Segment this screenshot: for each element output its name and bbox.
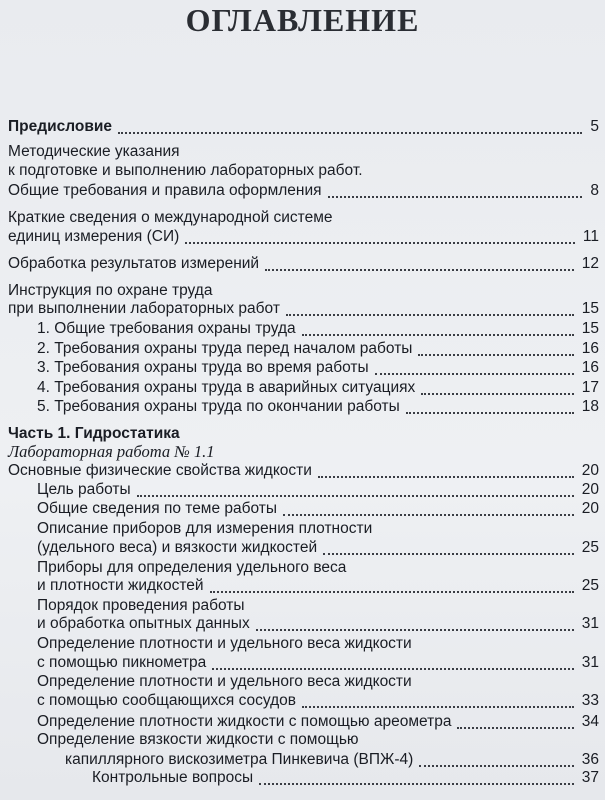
toc-entry-text: Общие сведения по теме работы: [37, 500, 278, 517]
toc-entry-text: капиллярного вискозиметра Пинкевича (ВПЖ-4): [65, 751, 414, 768]
dot-leader: [118, 131, 582, 134]
dot-leader: [328, 195, 583, 198]
toc-page-number: 11: [582, 228, 599, 245]
toc-entry: [0, 116, 605, 138]
toc-entry: [0, 226, 605, 248]
toc-entry-text: с помощью пикнометра: [37, 654, 207, 671]
dot-leader: [185, 241, 575, 244]
dot-leader: [259, 782, 574, 785]
toc-entry-text: с помощью сообщающихся сосудов: [37, 692, 297, 709]
toc-entry-text: 1. Общие требования охраны труда: [37, 320, 296, 337]
toc-entry: [0, 318, 605, 340]
toc-entry-text: 5. Требования охраны труда по окончании работы: [37, 398, 400, 415]
dot-leader: [418, 353, 573, 356]
toc-entry-text: и плотности жидкостей: [37, 577, 204, 594]
toc-page-number: 18: [581, 398, 599, 415]
dot-leader: [323, 552, 574, 555]
dot-leader: [265, 268, 574, 271]
toc-entry: [0, 729, 605, 751]
toc-entry: [0, 180, 605, 202]
toc-page-number: 16: [581, 340, 599, 357]
toc-entry: [0, 396, 605, 418]
dot-leader: [210, 590, 574, 593]
toc-page-number: 5: [590, 118, 599, 135]
toc-page-number: 33: [581, 692, 599, 709]
dot-leader: [421, 392, 573, 395]
toc-entry: [0, 160, 605, 182]
dot-leader: [302, 705, 574, 708]
toc-entry-text: Инструкция по охране труда: [8, 282, 213, 299]
dot-leader: [375, 372, 574, 375]
page-title: ОГЛАВЛЕНИЕ: [185, 2, 420, 38]
toc-entry: [0, 767, 605, 789]
toc-entry-text: 4. Требования охраны труда в аварийных ситуациях: [37, 379, 416, 396]
dot-leader: [286, 313, 574, 316]
toc-entry-text: Цель работы: [37, 481, 131, 498]
toc-entry-text: Лабораторная работа № 1.1: [8, 442, 215, 461]
toc-entry-text: Методические указания: [8, 143, 180, 160]
toc-entry-text: Определение плотности жидкости с помощью ареометра: [37, 713, 452, 730]
dot-leader: [318, 475, 574, 478]
toc-entry-text: Определение плотности и удельного веса жидкости: [37, 635, 412, 652]
toc-page-number: 12: [581, 255, 599, 272]
toc-entry-text: Определение плотности и удельного веса жидкости: [37, 673, 412, 690]
toc-entry-text: Обработка результатов измерений: [8, 255, 260, 272]
dot-leader: [302, 333, 574, 336]
toc-entry: [0, 537, 605, 559]
toc-page-number: 36: [581, 751, 599, 768]
toc-page-number: 31: [581, 615, 599, 632]
toc-entry-text: Описание приборов для измерения плотности: [37, 520, 373, 537]
toc-entry-text: при выполнении лабораторных работ: [8, 300, 280, 317]
toc-entry-text: 2. Требования охраны труда перед началом работы: [37, 340, 413, 357]
dot-leader: [137, 494, 574, 497]
toc-page-number: 15: [581, 300, 599, 317]
toc-entry-text: и обработка опытных данных: [37, 615, 250, 632]
toc-page-number: 8: [590, 182, 599, 199]
dot-leader: [212, 667, 574, 670]
toc-page-number: 37: [581, 769, 599, 786]
toc-page-number: 25: [581, 539, 599, 556]
toc-entry-text: Порядок проведения работы: [37, 597, 245, 614]
toc-entry: [0, 613, 605, 635]
toc-entry: [0, 690, 605, 712]
toc-page-number: 31: [581, 654, 599, 671]
dot-leader: [283, 513, 574, 516]
toc-entry-text: Часть 1. Гидростатика: [8, 425, 180, 442]
toc-page-number: 16: [581, 359, 599, 376]
toc-page-number: 20: [581, 500, 599, 517]
toc-entry-text: к подготовке и выполнению лабораторных работ.: [8, 162, 363, 179]
toc-page-number: 17: [581, 379, 599, 396]
toc-entry-text: Общие требования и правила оформления: [8, 182, 322, 199]
toc-entry: [0, 298, 605, 320]
toc-page-number: 34: [581, 713, 599, 730]
toc-entry: [0, 253, 605, 275]
toc-page-number: 15: [581, 320, 599, 337]
toc-entry-text: Определение вязкости жидкости с помощью: [37, 731, 359, 748]
toc-entry: [0, 575, 605, 597]
toc-page-number: 20: [581, 481, 599, 498]
toc-entry-text: Контрольные вопросы: [92, 769, 254, 786]
dot-leader: [256, 628, 574, 631]
toc-entry-text: Основные физические свойства жидкости: [8, 462, 312, 479]
toc-entry-text: Краткие сведения о международной системе: [8, 209, 333, 226]
dot-leader: [406, 411, 574, 414]
toc-entry-text: единиц измерения (СИ): [8, 228, 180, 245]
toc-entry-text: (удельного веса) и вязкости жидкостей: [37, 539, 318, 556]
toc-page-number: 20: [581, 462, 599, 479]
toc-entry: [0, 498, 605, 520]
toc-entry-text: Предисловие: [8, 118, 113, 135]
toc-entry-text: 3. Требования охраны труда во время работы: [37, 359, 369, 376]
toc-entry-text: Приборы для определения удельного веса: [37, 559, 347, 576]
toc-entry: [0, 357, 605, 379]
toc-page-number: 25: [581, 577, 599, 594]
